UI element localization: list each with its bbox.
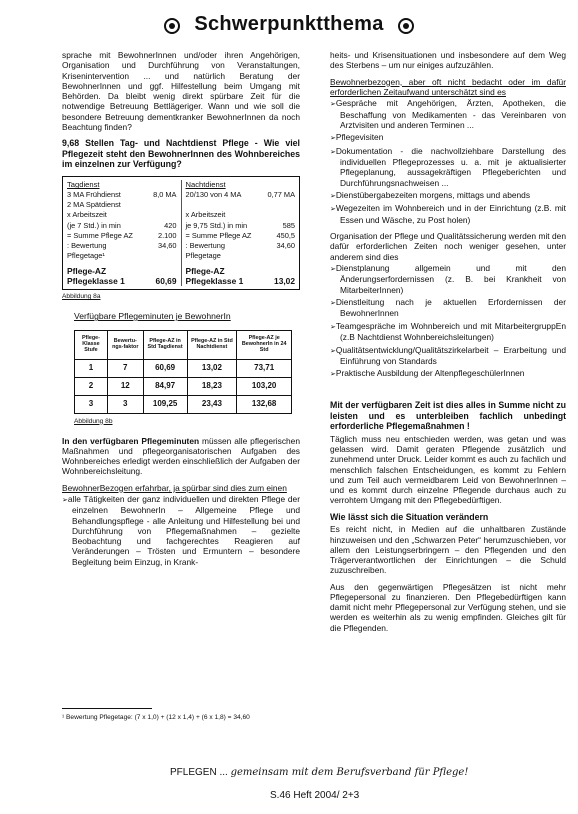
right-bullet-list-2 [330, 263, 566, 380]
box-row: Pflegetage [185, 250, 221, 260]
nachtdienst-column [181, 180, 296, 286]
box-row: (je 7 Std.) in min 420 [67, 220, 177, 230]
tagdienst-column [67, 180, 181, 286]
right-column [330, 50, 566, 639]
section-heading-2: Wie lässt sich die Situation verändern [330, 511, 489, 522]
table-cell: 103,20 [237, 377, 292, 395]
underlined-lead: BewohnerBezogen erfahrbar, ja spürbar sind dies zum einen [62, 482, 287, 493]
list-item: ➢ Dienstleitung nach je aktuellen Erfordernissen der BewohnerInnen [330, 297, 566, 319]
box-row: x Arbeitszeit [67, 210, 107, 220]
list-item: ➢ Dokumentation - die nachvollziehbare Darstellung des individuellen Pflegeprozesses u. a. mit je aktualisierter Pflegeplanung, aussagekräftigen Pflegeberichten und Durchführungsnachweisen ... [330, 146, 566, 188]
table-cell: 84,97 [143, 377, 187, 395]
table-cell: 109,25 [143, 395, 187, 413]
table-header: Bewertu-ngs-faktor [107, 330, 143, 359]
table-cell: 13,02 [187, 359, 237, 377]
list-item: ➢ alle Tätigkeiten der ganz individuellen und direkten Pflege der einzelnen BewohnerIn – Allgemeine Pflege und Behandlungspflege - alle Anleitung und Hilfestellung bei und Durchführung von Pflegemaßnahmen – gezielte Beobachtung und fachgerechtes Reagieren auf Veränderungen – Trösten und Ermuntern – besondere Begleitung beim Einzug, in Krank- [62, 494, 300, 567]
list-item: ➢ Wegezeiten im Wohnbereich und in der Einrichtung (z.B. mit Essen und Wäsche, zu Post holen) [330, 203, 566, 225]
page-header [0, 12, 578, 36]
pflegezeit-box [62, 176, 300, 290]
box-row: Pflegetage¹ [67, 250, 105, 260]
tagdienst-title: Tagdienst [67, 180, 100, 190]
list-item: ➢ Gespräche mit Angehörigen, Ärzten, Apotheken, die Beschaffung von Medikamenten - das Vereinbaren von Arztvisiten und anderen Terminen ... [330, 98, 566, 130]
table-cell: 73,71 [237, 359, 292, 377]
right-paragraph-5: Aus den gegenwärtigen Pflegesätzen ist nicht mehr Pflegepersonal zu finanzieren. Den Pflegebedürftigen kann damit nicht mehr Pflegepersonal zur Verfügung stehen, und sie werden es weiterhin als zu wenig empfinden. Gleiches gilt für die Pflegenden. [330, 581, 566, 633]
list-item: ➢ Pflegevisiten [330, 132, 566, 144]
box-row: x Arbeitszeit [185, 210, 226, 220]
table-row [75, 359, 292, 377]
table-title: Verfügbare Pflegeminuten je BewohnerIn [74, 311, 231, 322]
underlined-lead: Bewohnerbezogen, aber oft nicht bedacht oder im dafür erforderlichen Zeitaufwand unterschätzt sind es [330, 76, 566, 97]
box-row: 3 MA Frühdienst 8,0 MA [67, 190, 177, 200]
footnote-rule [62, 708, 152, 709]
left-column [62, 50, 300, 569]
bold-statement: Mit der verfügbaren Zeit ist dies alles in Summe nicht zu leisten und es unterbleiben fachlich unbedingt erforderliche Pflegemaßnahmen ! [330, 399, 566, 432]
table-cell: 3 [75, 395, 108, 413]
list-item: ➢ Teamgespräche im Wohnbereich und mit MitarbeitergruppEn (z.B Nachtdienst Wohnbereichsleitungen) [330, 321, 566, 343]
box-row: = Summe Pflege AZ 450,5 [185, 230, 295, 240]
list-item: ➢ Dienstübergabezeiten morgens, mittags und abends [330, 190, 566, 202]
table-cell: 1 [75, 359, 108, 377]
table-cell: 7 [107, 359, 143, 377]
table-row [75, 395, 292, 413]
tagdienst-total: Pflege-AZ Pflegeklasse 1 60,69 [67, 265, 177, 286]
table-header-row [75, 330, 292, 359]
footer-slogan [170, 767, 468, 779]
box-row: 20/130 von 4 MA 0,77 MA [185, 190, 295, 200]
left-paragraph-2 [62, 436, 300, 477]
right-paragraph-3: Täglich muss neu entschieden werden, was getan und was gelassen wird. Damit geraten Pflegende zusätzlich und zunehmend unter Druck. Leider kommt es auch zu fachlich und menschlich falschen Entscheidungen, es kommt zu Fehlern und zum Teil auch vermeidbarem Leid von BewohnerInnen – und es kommt durch einzelne Pflegende durchaus auch zu verrohtem Umgang mit den Pflegebedürftigen. [330, 433, 566, 506]
target-icon [164, 18, 180, 34]
table-cell: 12 [107, 377, 143, 395]
nachtdienst-total: Pflege-AZ Pflegeklasse 1 13,02 [185, 265, 295, 286]
table-cell: 23,43 [187, 395, 237, 413]
table-header: Pflege-Klasse Stufe [75, 330, 108, 359]
table-header: Pflege-AZ in Std Nachtdienst [187, 330, 237, 359]
caption-8a: Abbildung 8a [62, 293, 101, 301]
bold-lead: In den verfügbaren Pflegeminuten [62, 435, 200, 446]
box-row: = Summe Pflege AZ 2.100 [67, 230, 177, 240]
box-row [186, 200, 296, 209]
target-icon [398, 18, 414, 34]
right-paragraph-4: Es reicht nicht, in Medien auf die unhaltbaren Zustände hinzuweisen und den „Schwarzen Peter“ herumzuschieben, vor allem den Leistungserbringern – den Pflegenden und den Trägerverantwortlichen der Einrichtungen – die Schuld zuzuschreiben. [330, 524, 566, 576]
table-row [75, 377, 292, 395]
footnote: ¹ Bewertung Pflegetage: (7 x 1,0) + (12 x 1,4) + (6 x 1,8) = 34,60 [62, 714, 250, 721]
table-header: Pflege-AZ je BewohnerIn in 24 Std [237, 330, 292, 359]
paragraph-text: müssen alle pflegerischen Maßnahmen und pflegeorganisatorischen Aufgaben des Wohnbereiches erledigt werden einschließlich der Aufgaben der Wohnbereichsleitung. [62, 435, 300, 477]
table-cell: 132,68 [237, 395, 292, 413]
list-item: ➢ Praktische Ausbildung der AltenpflegeschülerInnen [330, 368, 566, 380]
nachtdienst-title: Nachtdienst [185, 180, 226, 190]
box-row: je 9,75 Std.) in min 585 [185, 220, 295, 230]
pflegeminuten-table [74, 330, 292, 414]
left-bullet-list [62, 494, 300, 567]
table-header: Pflege-AZ in Std Tagdienst [143, 330, 187, 359]
list-item: ➢ Qualitätsentwicklung/Qualitätszirkelarbeit – Erarbeitung und Einführung von Standards [330, 345, 566, 367]
footer-handwriting: gemeinsam mit dem Berufsverband für Pflege! [230, 767, 469, 778]
left-intro-paragraph: sprache mit BewohnerInnen und/oder ihren Angehörigen, Organisation und Durchführung von Veranstaltungen, Krisenintervention ... und natürlich Beratung der BewohnerInnen und ggf. Hilfestellung beim Umgang mit Behörden. Da bleibt wenig direkt spürbare Zeit für die notwendige Betreuung Bettlägeriger. Wann und wie soll die besondere Betreuung dementkranker BewohnerInnen da noch Beachtung finden? [62, 50, 300, 132]
box-row: : Bewertung 34,60 [67, 240, 177, 250]
box-row: 2 MA Spätdienst [67, 200, 121, 210]
right-bullet-list-1 [330, 98, 566, 225]
page-title: Schwerpunktthema [194, 13, 384, 35]
list-item: ➢ Dienstplanung allgemein und mit den Änderungserfordernissen (z. B. bei Krankheit von MitarbeiterInnen) [330, 263, 566, 295]
box-row: : Bewertung 34,60 [185, 240, 295, 250]
table-cell: 18,23 [187, 377, 237, 395]
table-cell: 60,69 [143, 359, 187, 377]
footer-page-number: S.46 Heft 2004/ 2+3 [270, 790, 360, 801]
table-cell: 2 [75, 377, 108, 395]
table-cell: 3 [107, 395, 143, 413]
section-heading: 9,68 Stellen Tag- und Nachtdienst Pflege - Wie viel Pflegezeit steht den BewohnerInnen des Wohnbereiches im einzelnen zur Verfügung? [62, 138, 300, 170]
organisation-lead: Organisation der Pflege und Qualitätssicherung werden mit den dafür erforderlichen Zeiten noch weniger gesehen, unter anderem sind dies [330, 231, 566, 262]
right-intro-paragraph: heits- und Krisensituationen und insbesondere auf dem Weg des Sterbens – um nur einiges aufzuzählen. [330, 50, 566, 71]
caption-8b: Abbildung 8b [74, 417, 113, 425]
footer-prefix: PFLEGEN ... [170, 767, 228, 778]
